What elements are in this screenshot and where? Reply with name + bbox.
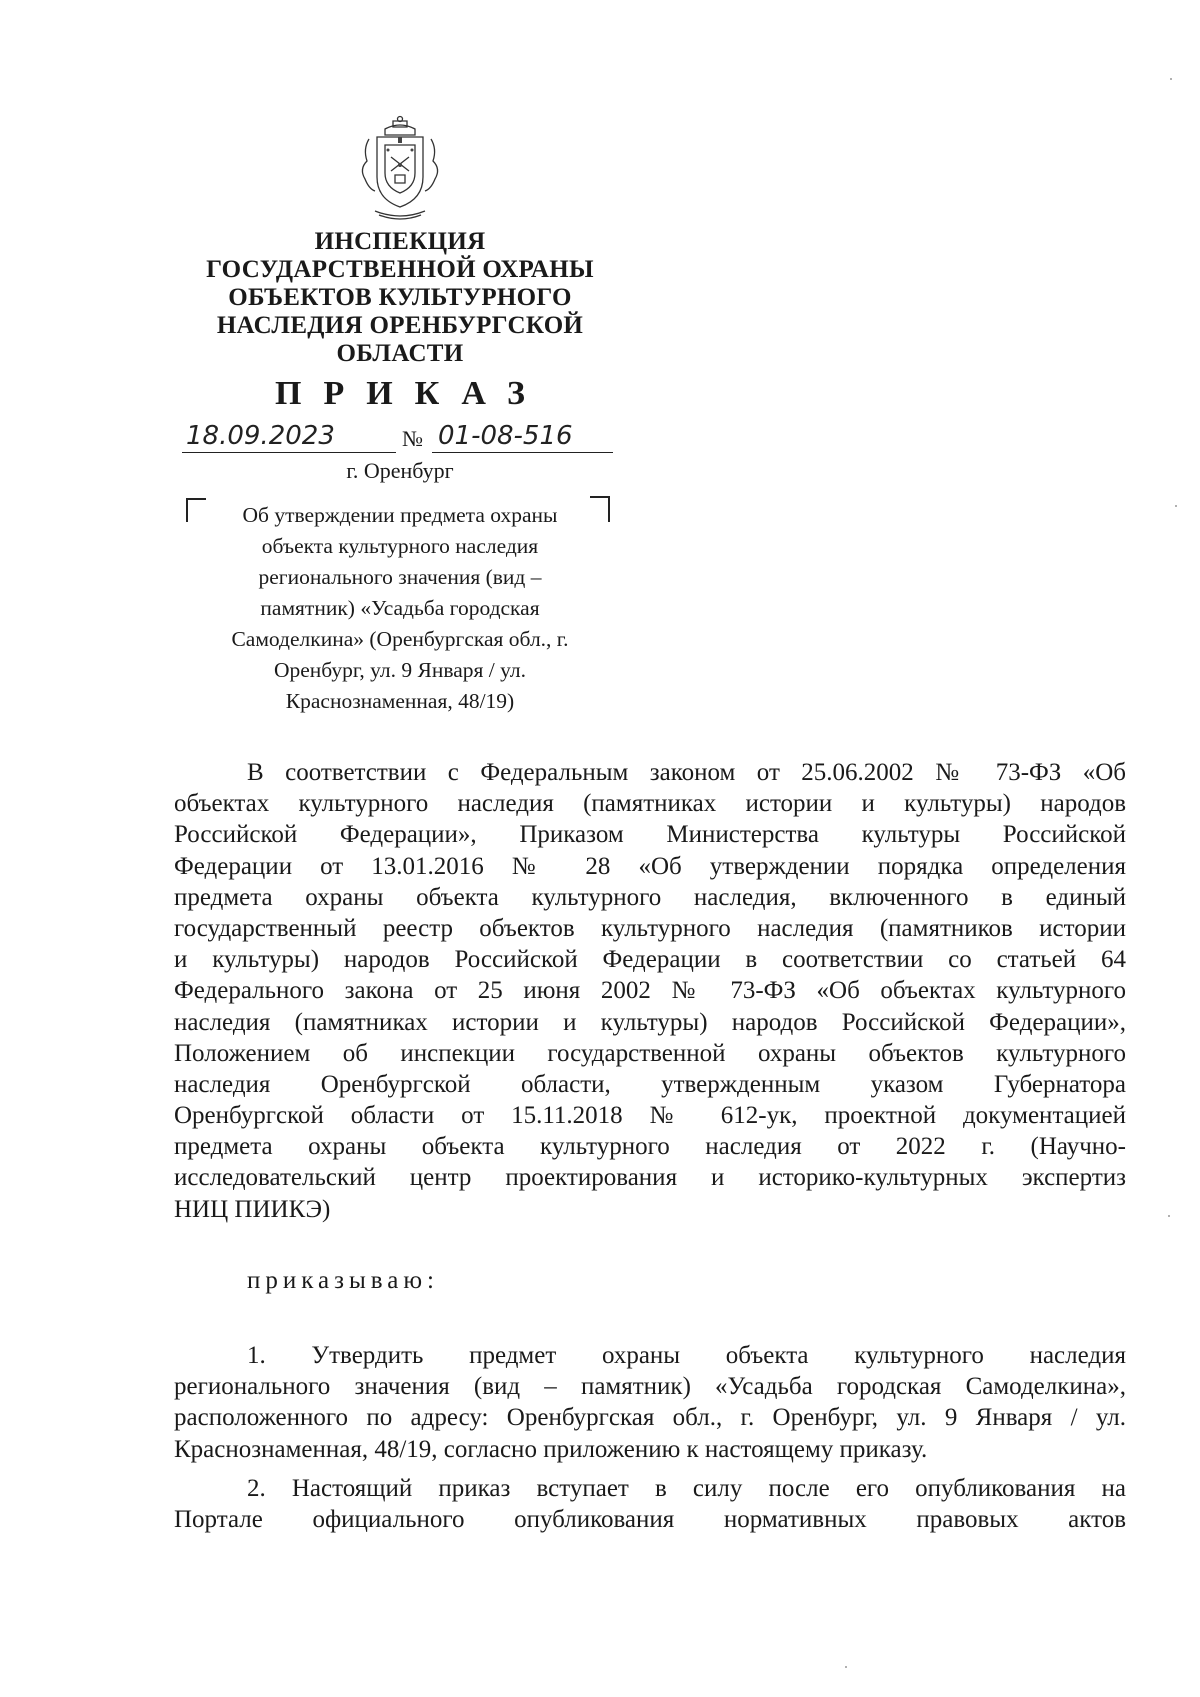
subject-line: Об утверждении предмета охраны: [242, 503, 558, 527]
preamble-line: государственный реестр объектов культурного наследия (памятников истории: [174, 914, 1126, 942]
subject-line: памятник) «Усадьба городская: [260, 596, 540, 620]
order-item-2: [174, 1473, 1126, 1535]
preamble-line: исследовательский центр проектирования и историко-культурных экспертиз: [174, 1164, 1126, 1192]
preamble-line: Оренбургской области от 15.11.2018 № 612-ук, проектной документацией: [174, 1102, 1126, 1130]
scan-speck: [1175, 505, 1177, 507]
preamble-line: В соответствии с Федеральным законом от 25.06.2002 № 73-ФЗ «Об: [247, 759, 1126, 786]
org-line: НАСЛЕДИЯ ОРЕНБУРГСКОЙ: [216, 312, 584, 339]
preamble-line: предмета охраны объекта культурного наследия, включенного в единый: [174, 883, 1126, 911]
subject-line: Краснознаменная, 48/19): [285, 689, 515, 713]
preamble-line: Российской Федерации», Приказом Министерства культуры Российской: [174, 821, 1126, 849]
handwritten-order-number: 01-08-516: [432, 420, 613, 453]
order-subject: [190, 500, 610, 717]
preamble-line: НИЦ ПИИКЭ): [174, 1195, 331, 1223]
preamble-line: предмета охраны объекта культурного наследия от 2022 г. (Научно-: [174, 1133, 1126, 1161]
number-sign: №: [402, 426, 423, 451]
subject-line: Самоделкина» (Оренбургская обл., г.: [231, 627, 569, 651]
preamble-line: Федерации от 13.01.2016 № 28 «Об утверждении порядка определения: [174, 852, 1126, 880]
subject-line: регионального значения (вид –: [258, 565, 542, 589]
item-line: 1. Утвердить предмет охраны объекта культурного наследия: [247, 1342, 1126, 1369]
scan-speck: [1170, 78, 1172, 80]
org-line: ОБЛАСТИ: [336, 340, 464, 367]
order-body: [174, 757, 1126, 1535]
scan-speck: [845, 1666, 847, 1668]
item-line: 2. Настоящий приказ вступает в силу после его опубликования на: [247, 1474, 1126, 1502]
preamble-line: наследия Оренбургской области, утвержденным указом Губернатора: [174, 1070, 1126, 1098]
preamble-line: Федерального закона от 25 июня 2002 № 73-ФЗ «Об объектах культурного: [174, 977, 1126, 1005]
subject-line: Оренбург, ул. 9 Января / ул.: [273, 658, 527, 682]
order-item-1: [174, 1340, 1126, 1465]
coat-of-arms-emblem: [355, 115, 445, 223]
item-line: Краснознаменная, 48/19, согласно приложению к настоящему приказу.: [174, 1435, 928, 1463]
handwritten-date: 18.09.2023: [182, 420, 396, 453]
issue-city: г. Оренбург: [346, 458, 454, 483]
document-type-title: ПРИКАЗ: [275, 375, 547, 412]
item-line: регионального значения (вид – памятник) «Усадьба городская Самоделкина»,: [174, 1373, 1126, 1401]
org-line: ГОСУДАРСТВЕННОЙ ОХРАНЫ: [206, 256, 594, 283]
preamble-line: объектах культурного наследия (памятниках истории и культуры) народов: [174, 790, 1126, 818]
issuing-authority: [160, 228, 640, 368]
org-line: ОБЪЕКТОВ КУЛЬТУРНОГО: [228, 284, 572, 311]
preamble-line: Положением об инспекции государственной охраны объектов культурного: [174, 1039, 1126, 1067]
item-line: Портале официального опубликования нормативных правовых актов: [174, 1505, 1126, 1533]
subject-line: объекта культурного наследия: [261, 534, 539, 558]
preamble-line: и культуры) народов Российской Федерации в соответствии со статьей 64: [174, 946, 1126, 974]
preamble-line: наследия (памятниках истории и культуры) народов Российской Федерации»,: [174, 1008, 1126, 1036]
item-line: расположенного по адресу: Оренбургская обл., г. Оренбург, ул. 9 Января / ул.: [174, 1404, 1126, 1432]
order-word: приказываю:: [247, 1266, 439, 1294]
scan-speck: [1168, 1215, 1170, 1217]
preamble: [174, 757, 1126, 1225]
org-line: ИНСПЕКЦИЯ: [314, 228, 486, 255]
